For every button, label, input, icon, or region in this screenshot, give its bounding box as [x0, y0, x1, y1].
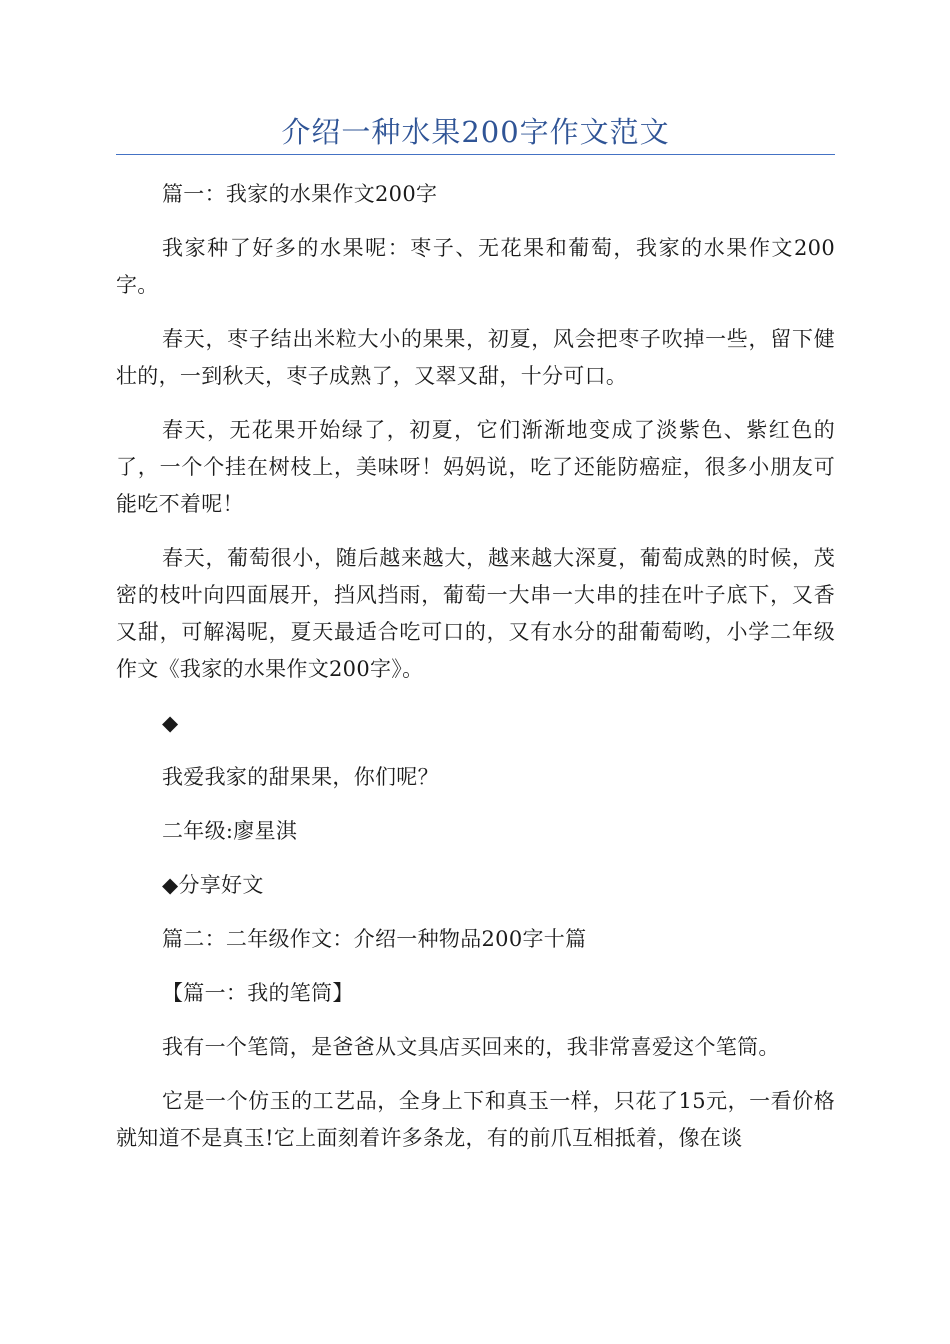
document-body [116, 176, 835, 1174]
diamond-separator: ◆ [162, 711, 179, 735]
paragraph: 我爱我家的甜果果，你们呢？ [162, 765, 439, 789]
paragraph: 我家种了好多的水果呢：枣子、无花果和葡萄，我家的水果作文200字。 [116, 236, 835, 297]
paragraph: 春天，无花果开始绿了，初夏，它们渐渐地变成了淡紫色、紫红色的了，一个个挂在树枝上，美味呀！妈妈说，吃了还能防癌症，很多小朋友可能吃不着呢！ [116, 418, 835, 516]
paragraph: 春天，葡萄很小，随后越来越大，越来越大深夏，葡萄成熟的时候，茂密的枝叶向四面展开，挡风挡雨，葡萄一大串一大串的挂在叶子底下，又香又甜，可解渴呢，夏天最适合吃可口的，又有水分的甜葡萄哟，小学二年级作文《我家的水果作文200字》。 [116, 546, 835, 681]
paragraph: 它是一个仿玉的工艺品，全身上下和真玉一样，只花了15元，一看价格就知道不是真玉!它上面刻着许多条龙，有的前爪互相抵着，像在谈 [116, 1089, 835, 1150]
paragraph-heading-1: 篇一：我家的水果作文200字 [162, 182, 438, 206]
paragraph: 春天，枣子结出米粒大小的果果，初夏，风会把枣子吹掉一些，留下健壮的，一到秋天，枣子成熟了，又翠又甜，十分可口。 [116, 327, 835, 388]
paragraph: 我有一个笔筒，是爸爸从文具店买回来的，我非常喜爱这个笔筒。 [162, 1035, 780, 1059]
section-subheading: 【篇一：我的笔筒】 [162, 981, 354, 1005]
paragraph-heading-2: 篇二：二年级作文：介绍一种物品200字十篇 [162, 927, 587, 951]
title-underline [116, 154, 835, 155]
author-line: 二年级:廖星淇 [162, 819, 298, 843]
document-title: 介绍一种水果200字作文范文 [281, 115, 670, 149]
share-line: ◆分享好文 [162, 873, 264, 897]
